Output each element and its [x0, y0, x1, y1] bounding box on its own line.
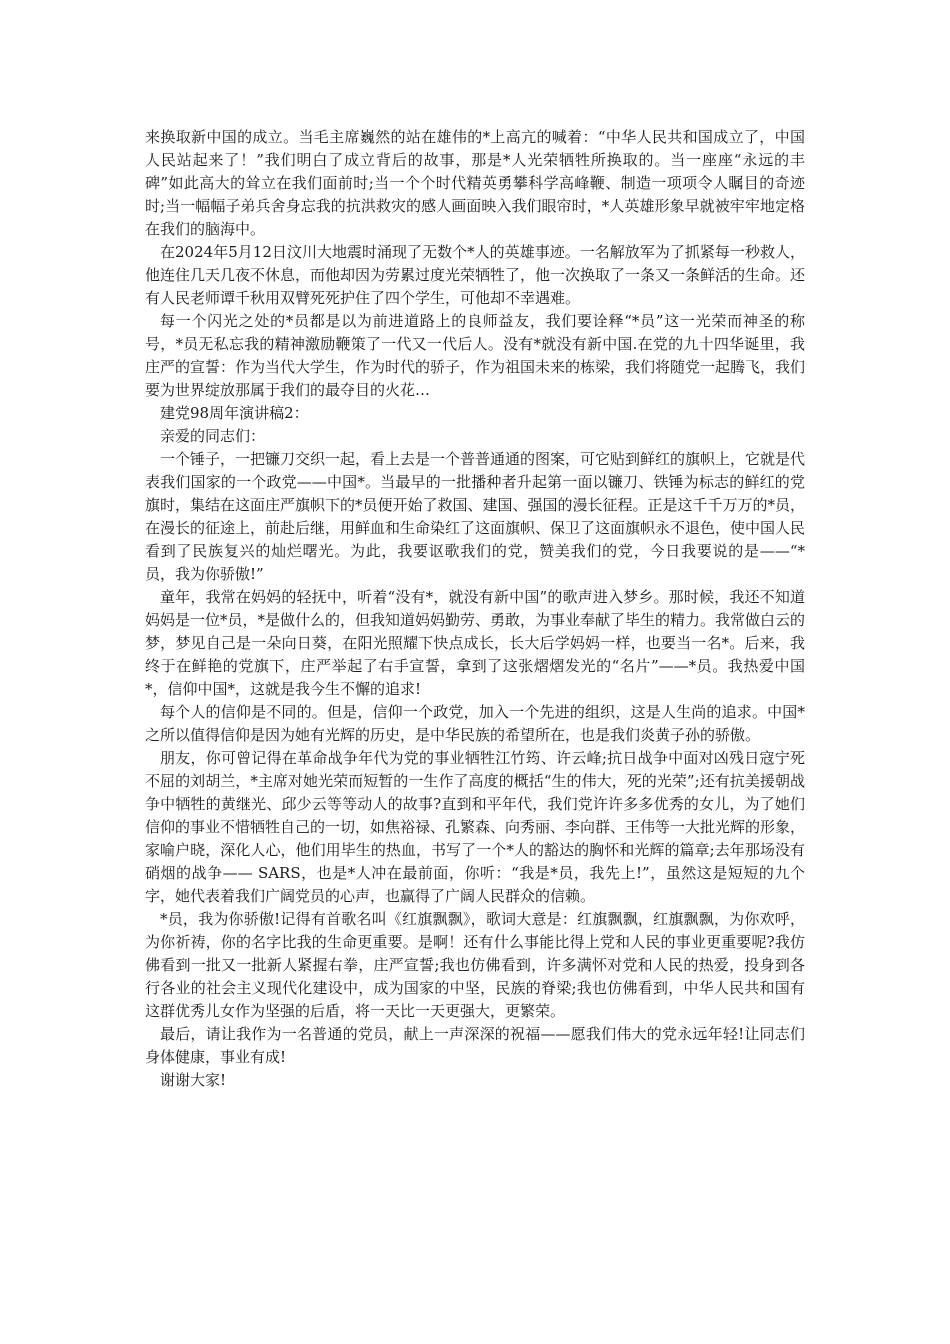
paragraph-thanks: 谢谢大家!	[160, 1071, 227, 1089]
paragraph-heroes: 朋友，你可曾记得在革命战争年代为党的事业牺牲江竹筠、许云峰;抗日战争中面对凶残日寇宁死不屈的刘胡兰，*主席对她光荣而短暂的一生作了高度的概括“生的伟大，死的光荣”;还有抗美援朝战争中牺牲的黄继光、邱少云等等动人的故事?直到和平年代，我们党许许多多优秀的女儿，为了她们信仰的事业不惜牺牲自己的一切，如焦裕禄、孔繁森、向秀丽、李向群、王伟等一大批光辉的形象，家喻户晓，深化人心，他们用毕生的热血，书写了一个*人的豁达的胸怀和光辉的篇章;去年那场没有硝烟的战争—— SARS，也是*人冲在最前面，你听：“我是*员，我先上!”，虽然这是短短的九个字，她代表着我们广阔党员的心声，也赢得了广阔人民群众的信赖。	[145, 749, 806, 905]
paragraph-closing: 最后，请让我作为一名普通的党员，献上一声深深的祝福——愿我们伟大的党永远年轻!让同志们身体健康，事业有成!	[145, 1025, 805, 1066]
paragraph-flag: 一个锤子，一把镰刀交织一起，看上去是一个普普通通的图案，可它贴到鲜红的旗帜上，它就是代表我们国家的一个政党——中国*。当最早的一批播种者升起第一面以镰刀、铁锤为标志的鲜红的党旗时，集结在这面庄严旗帜下的*员便开始了救国、建国、强国的漫长征程。正是这千千万万的*员，在漫长的征途上，前赴后继，用鲜血和生命染红了这面旗帜、保卫了这面旗帜永不退色，使中国人民看到了民族复兴的灿烂曙光。为此，我要讴歌我们的党，赞美我们的党，今日我要说的是——“*员，我为你骄傲!”	[145, 450, 806, 583]
document-page	[145, 126, 805, 1092]
paragraph-song: *员，我为你骄傲!记得有首歌名叫《红旗飘飘》，歌词大意是：红旗飘飘，红旗飘飘，为你欢呼，为你祈祷，你的名字比我的生命更重要。是啊！还有什么事能比得上党和人民的事业更重要呢?我仿佛看到一批又一批新人紧握右拳，庄严宣誓;我也仿佛看到，许多满怀对党和人民的热爱，投身到各行各业的社会主义现代化建设中，成为国家的中坚，民族的脊梁;我也仿佛看到，中华人民共和国有这群优秀儿女作为坚强的后盾，将一天比一天更强大，更繁荣。	[145, 910, 805, 1020]
paragraph-childhood: 童年，我常在妈妈的轻抚中，听着“没有*，就没有新中国”的歌声进入梦乡。那时候，我还不知道妈妈是一位*员，*是做什么的，但我知道妈妈勤劳、勇敢，为事业奉献了毕生的精力。我常做白云的梦，梦见自己是一朵向日葵，在阳光照耀下快点成长，长大后学妈妈一样，也要当一名*。后来，我终于在鲜艳的党旗下，庄严举起了右手宣誓，拿到了这张熠熠发光的“名片”——*员。我热爱中国*，信仰中国*，这就是我今生不懈的追求!	[145, 588, 806, 698]
speech-heading: 建党98周年演讲稿2：	[160, 404, 309, 422]
paragraph-wenchuan: 在2024年5月12日汶川大地震时涌现了无数个*人的英雄事迹。一名解放军为了抓紧每一秒救人，他连住几天几夜不休息，而他却因为劳累过度光荣牺牲了，他一次换取了一条又一条鲜活的生命。还有人民老师谭千秋用双臂死死护住了四个学生，可他却不幸遇难。	[145, 243, 806, 307]
paragraph-party-members: 每一个闪光之处的*员都是以为前进道路上的良师益友，我们要诠释“*员”这一光荣而神圣的称号，*员无私忘我的精神激励鞭策了一代又一代后人。没有*就没有新中国.在党的九十四华诞里，我庄严的宣誓：作为当代大学生，作为时代的骄子，作为祖国未来的栋梁，我们将随党一起腾飞，我们要为世界绽放那属于我们的最夺目的火花…	[145, 312, 806, 399]
salutation: 亲爱的同志们：	[160, 427, 266, 445]
paragraph-belief: 每个人的信仰是不同的。但是，信仰一个政党，加入一个先进的组织，这是人生尚的追求。中国*之所以值得信仰是因为她有光辉的历史，是中华民族的希望所在，也是我们炎黄子孙的骄傲。	[145, 703, 805, 744]
paragraph-continuation: 来换取新中国的成立。当毛主席巍然的站在雄伟的*上高亢的喊着：“中华人民共和国成立了，中国人民站起来了！”我们明白了成立背后的故事，那是*人光荣牺牲所换取的。当一座座“永远的丰碑”如此高大的耸立在我们面前时;当一个个时代精英勇攀科学高峰鞭、制造一项项令人瞩目的奇迹时;当一幅幅子弟兵舍身忘我的抗洪救灾的感人画面映入我们眼帘时，*人英雄形象早就被牢牢地定格在我们的脑海中。	[145, 128, 805, 238]
